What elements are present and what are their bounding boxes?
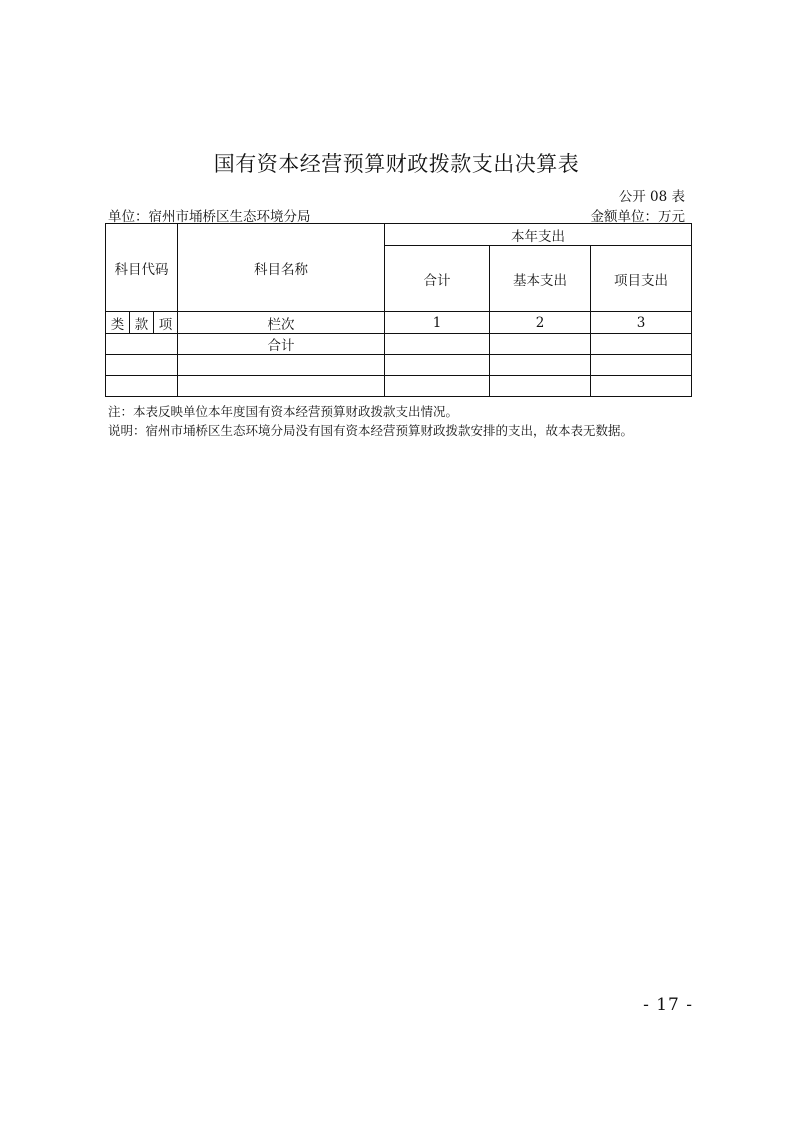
header-current-year-expenditure: 本年支出	[385, 224, 692, 246]
page-title: 国有资本经营预算财政拨款支出决算表	[213, 152, 580, 176]
header-xiang: 项	[154, 312, 178, 334]
table-cell	[591, 376, 692, 397]
table-cell	[490, 334, 591, 355]
table-row	[106, 355, 692, 376]
table-cell	[106, 334, 178, 355]
index-row	[106, 312, 692, 334]
header-subject-name: 科目名称	[178, 224, 385, 312]
header-kuan: 款	[130, 312, 154, 334]
header-project-expenditure: 项目支出	[591, 246, 692, 312]
table-cell	[591, 355, 692, 376]
table-cell	[490, 355, 591, 376]
header-row	[106, 224, 692, 246]
column-index-3: 3	[591, 312, 692, 334]
expenditure-table	[105, 223, 692, 397]
header-lei: 类	[106, 312, 130, 334]
total-row	[106, 334, 692, 355]
total-row-label: 合计	[178, 334, 385, 355]
table-cell	[178, 355, 385, 376]
table-cell	[591, 334, 692, 355]
notes	[108, 402, 633, 440]
table-cell	[490, 376, 591, 397]
note-text: 注：本表反映单位本年度国有资本经营预算财政拨款支出情况。	[108, 404, 459, 419]
table-cell	[385, 334, 490, 355]
table-cell	[385, 355, 490, 376]
column-index-1: 1	[385, 312, 490, 334]
table-row	[106, 376, 692, 397]
table-cell	[178, 376, 385, 397]
form-number: 公开 08 表	[618, 189, 685, 205]
column-index-2: 2	[490, 312, 591, 334]
unit-label: 单位：宿州市埇桥区生态环境分局	[108, 209, 311, 225]
table-cell	[385, 376, 490, 397]
column-index-label: 栏次	[178, 312, 385, 334]
header-basic-expenditure: 基本支出	[490, 246, 591, 312]
money-unit-label: 金额单位：万元	[590, 209, 685, 225]
explanation-text: 说明：宿州市埇桥区生态环境分局没有国有资本经营预算财政拨款安排的支出，故本表无数据。	[108, 423, 634, 438]
table-cell	[106, 355, 178, 376]
header-total: 合计	[385, 246, 490, 312]
page-number: - 17 -	[643, 995, 693, 1015]
table-cell	[106, 376, 178, 397]
header-subject-code: 科目代码	[106, 224, 178, 312]
